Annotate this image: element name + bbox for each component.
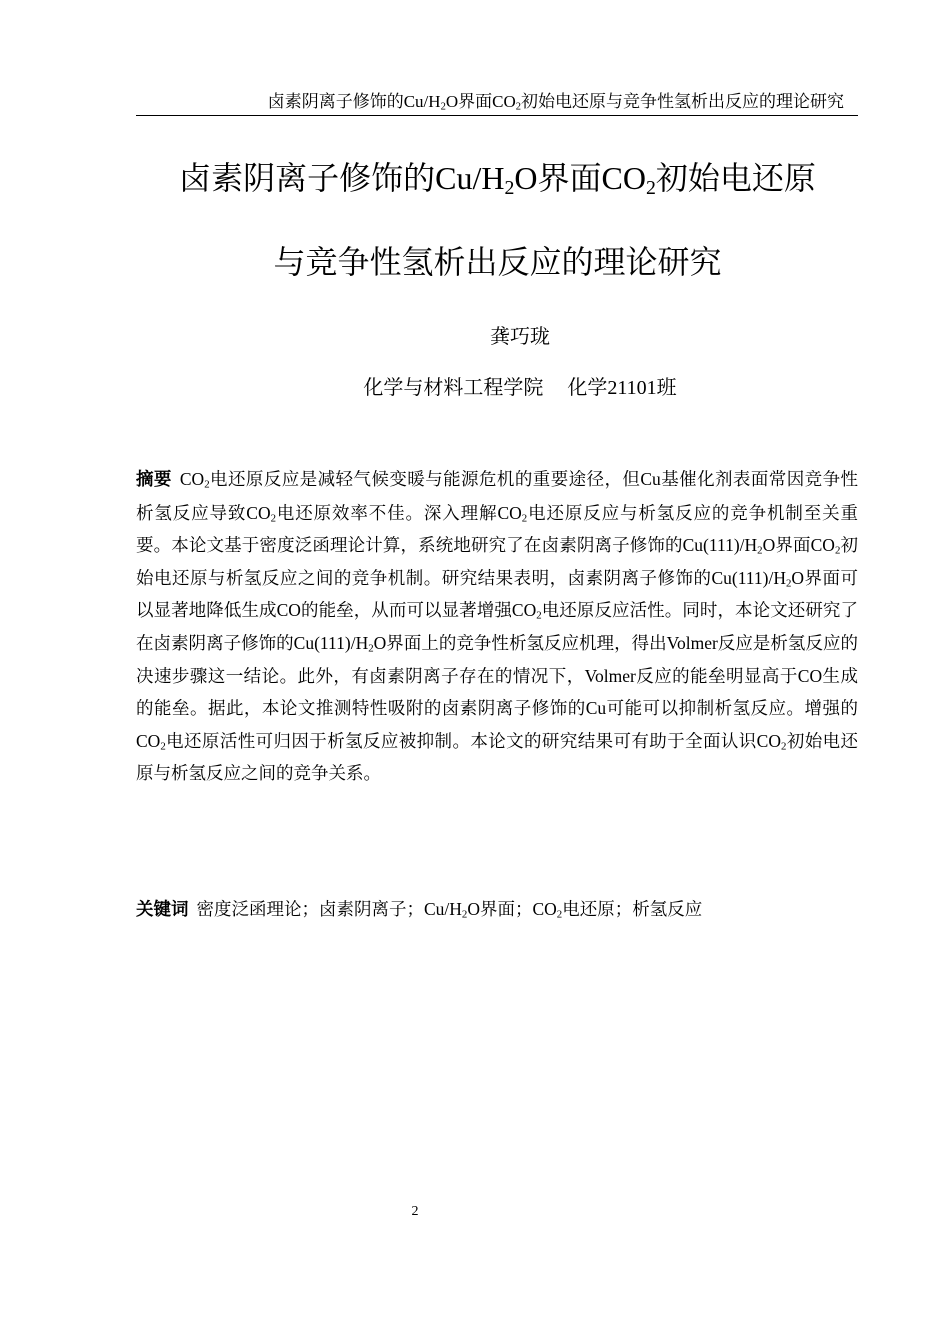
affiliation [136,374,904,402]
paper-title [120,136,875,304]
keywords-label: 关键词 [136,900,189,920]
affiliation-school: 化学与材料工程学院 [363,377,544,399]
title-line-2: 与竞争性氢析出反应的理论研究 [273,244,722,280]
keywords: 关键词 密度泛函理论；卤素阴离子；$Cu/H_2O$界面；$CO_2$电还原；析氢反应 [136,899,703,921]
affiliation-class: 化学21101班 [567,377,677,399]
page-number: 2 [411,1204,419,1219]
running-header: 卤素阴离子修饰的$Cu/H_2O$界面$CO_2$初始电还原与竞争性氢析出反应的理论研究 [136,88,858,116]
author-name: 龚巧珑 [490,326,550,348]
abstract: 摘要 $CO_2$电还原反应是减轻气候变暖与能源危机的重要途径，但Cu基催化剂表面常因竞争性析氢反应导致$CO_2$电还原效率不佳。深入理解$CO_2$电还原反应与析氢反应的竞争机制至关重要。本论文基于密度泛函理论计算，系统地研究了在卤素阴离子修饰的$Cu(111)/H_2O$界面$CO_2$初始电还原与析氢反应之间的竞争机制。研究结果表明，卤素阴离子修饰的$Cu(111)/H_2O$界面可以显著地降低生成CO的能垒，从而可以显著增强$CO_2$电还原反应活性。同时，本论文还研究了在卤素阴离子修饰的$Cu(111)/H_2O$界面上的竞争性析氢反应机理，得出Volmer反应是析氢反应的决速步骤这一结论。此外，有卤素阴离子存在的情况下，Volmer反应的能垒明显高于CO生成的能垒。据此，本论文推测特性吸附的卤素阴离子修饰的Cu可能可以抑制析氢反应。增强的$CO_2$电还原活性可归因于析氢反应被抑制。本论文的研究结果可有助于全面认识$CO_2$初始电还原与析氢反应之间的竞争关系。 [136,469,859,784]
abstract-label: 摘要 [136,470,172,490]
title-line-1: 卤素阴离子修饰的$Cu/H_2O$界面$CO_2$初始电还原 [179,160,816,199]
